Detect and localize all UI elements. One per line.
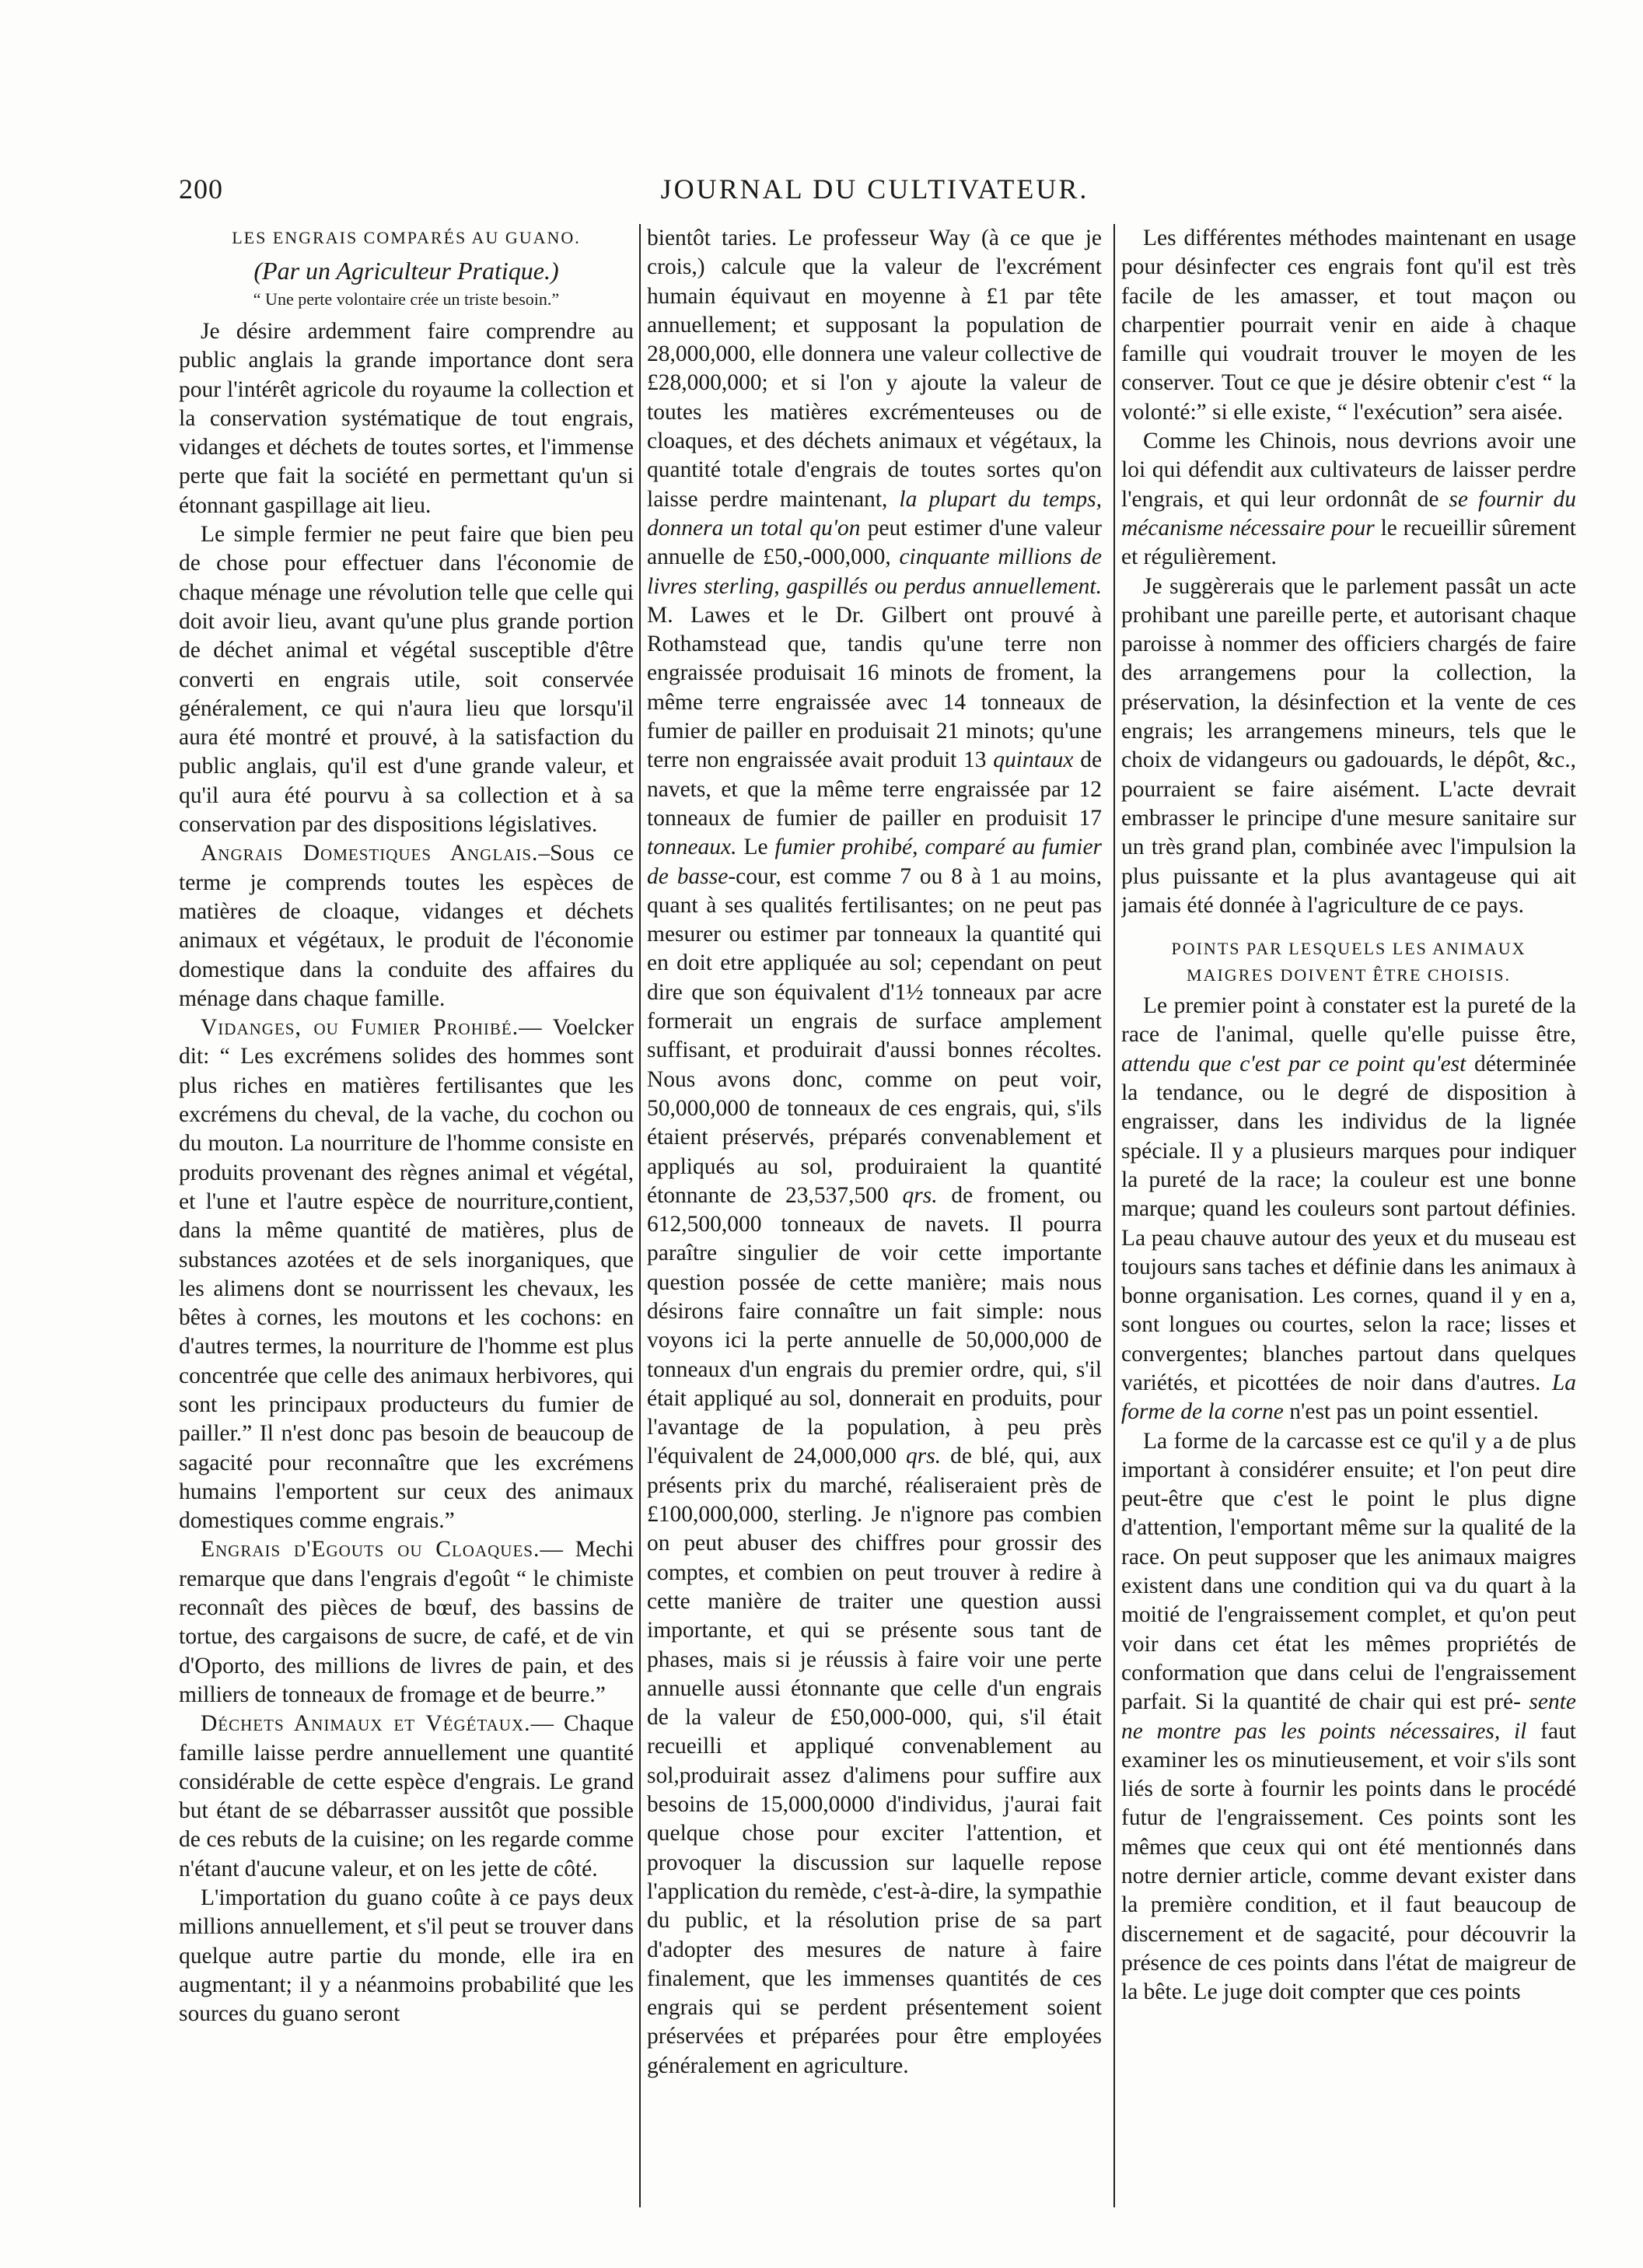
paragraph-text: peut estimer d'une valeur annuelle de £50,-000,000, [647,515,1102,570]
article-title-2 [1121,936,1576,989]
paragraph-text: Le premier point à constater est la pureté de la race de l'animal, quelle qu'elle puisse être, [1121,993,1576,1048]
paragraph-text: — Mechi remarque que dans l'engrais d'egoût “ le chimiste reconnaît des pièces de bœuf, des bassins de tortue, des cargaisons de sucre, de café, et de vin d'Oporto, des millions de livres de pain, et des milliers de tonneaux de fromage et de beurre.” [179,1537,634,1707]
running-title: JOURNAL DU CULTIVATEUR. [660,173,1089,205]
page-number: 200 [179,173,223,205]
section-heading: Angrais Domestiques Anglais. [201,841,539,866]
italic-text: quintaux [993,747,1074,773]
paragraph [179,1535,634,1710]
article-epigraph: “ Une perte volontaire crée un triste besoin.” [253,289,560,309]
paragraph-text: de froment, ou 612,500,000 tonneaux de navets. Il pourra paraître singulier de voir cette importante question possée de cette manière; mais nous désirons faire connaître un fait simple: nous voyons ici la perte annuelle de 50,000,000 de tonneaux d'un engrais du premier ordre, qui, s'il était appliqué au sol, donnerait en produits, pour l'avantage de la population, à peu près l'équivalent de 24,000,000 [647,1182,1102,1469]
paragraph-text: Comme les Chinois, nous devrions avoir une loi qui défendit aux cultivateurs de laisser perdre l'engrais, et qui leur ordonnât de [1121,429,1576,512]
italic-text: attendu que c'est par ce point qu'est [1121,1051,1466,1076]
article-title-line: POINTS PAR LESQUELS LES ANIMAUX [1171,939,1526,959]
paragraph-text: — Chaque famille laisse perdre annuellement une quantité considérable de cette espèce d'engrais. Le grand but étant de se débarrasser aussitôt que possible de ces rebuts de la cuisine; on les regarde comme n'étant d'aucune valeur, et on les jette de côté. [179,1711,634,1881]
italic-text: qrs. [902,1182,938,1208]
paragraph-text: cour, est comme 7 ou 8 à 1 au moins, quant à ses qualités fertilisantes; on ne peut pas mesurer ou estimer par tonneaux la quantité qui en doit etre appliquée au sol; cependant on peut dire que son équivalent d'1½ tonneaux par acre formerait un engrais de surface amplement suffisant, et produirait d'aussi bonnes récoltes. Nous avons donc, comme on peut voir, 50,000,000 de tonneaux de ces engrais, qui, s'ils étaient préservés, préparés convenablement et appliqués au sol, produiraient la quantité étonnante de 23,537,500 [647,863,1102,1208]
paragraph [1121,427,1576,572]
section-heading: Engrais d'Egouts ou Cloaques. [201,1537,540,1563]
italic-text: qrs. [905,1444,942,1469]
paragraph-text: La forme de la carcasse est ce qu'il y a de plus important à considérer ensuite; et l'on peut dire peut-être que c'est le point le plus digne d'attention, l'emportant même sur la qualité de la race. On peut supposer que les animaux maigres existent dans une condition qui va du quart à la moitié de l'engraissement complet, et qu'on peut voir dans cet état les mêmes propriétés de conformation que dans celui de l'engraissement parfait. Si la quantité de chair qui est pré- [1121,1428,1576,1715]
paragraph: Les différentes méthodes maintenant en usage pour désinfecter ces engrais font qu'il est très facile de les amasser, et tout maçon ou charpentier pourrait venir en aide à chaque famille qui voudrait trouver le moyen de les conserver. Tout ce que je désire obtenir c'est “ la volonté:” si elle existe, “ l'exécution” sera aisée. [1121,226,1576,425]
paragraph-text: — Voelcker dit: “ Les excrémens solides des hommes sont plus riches en matières fertilisantes que les excrémens du cheval, de la vache, du cochon ou du mouton. La nourriture de l'homme consiste en produits provenant des règnes animal et végétal, et l'une et l'autre espèce de nourriture,contient, dans la même quantité de matières, plus de substances azotées et de sels inorganiques, que les alimens dont se nourrissent les chevaux, les bêtes à cornes, les moutons et les cochons: en d'autres termes, la nourriture de l'homme est plus concentrée que celle des animaux herbivores, qui sont les principaux producteurs du fumier de pailler.” Il n'est donc pas besoin de beaucoup de sagacité pour reconnaître que les excrémens humains l'emportent sur ceux des animaux domestiques comme engrais.” [179,1015,634,1534]
paragraph-text: de navets, et que la même terre engraissée par 12 tonneaux de fumier de pailler en produisit 17 [647,747,1102,831]
paragraph [1121,992,1576,1426]
paragraph-text: Le [743,835,768,860]
italic-text: se fournir du mécanisme nécessaire pour [1121,486,1576,541]
column-3 [1121,224,1576,2215]
paragraph-text: le recueillir sûrement et régulièrement. [1121,515,1576,570]
article-title-line: MAIGRES DOIVENT ÊTRE CHOISIS. [1187,965,1511,985]
italic-text: tonneaux. [647,835,737,860]
article-title: LES ENGRAIS COMPARÉS AU GUANO. [232,228,581,247]
italic-text: la plupart du temps, donnera un total qu'on [647,486,1102,541]
paragraph-text: bientôt taries. Le professeur Way (à ce que je crois,) calcule que la valeur de l'excrément humain équivaut en moyenne à £1 par tête annuellement; et supposant la population de 28,000,000, elle donnera une valeur collective de £28,000,000; et si l'on y ajoute la valeur de toutes les matières excrémenteuses ou de cloaques, et des déchets animaux et végétaux, la quantité totale d'engrais de toutes sortes qu'on laisse perdre maintenant, [647,226,1102,512]
section-heading: Vidanges, ou Fumier Prohibé. [201,1015,519,1041]
paragraph: Le simple fermier ne peut faire que bien peu de chose pour effectuer dans l'économie de chaque ménage une révolution telle que celle qui doit avoir lieu, avant qu'une plus grande portion de déchet animal et végétal susceptible d'être converti en engrais utile, soit conservée généralement, ce qui n'aura lieu que lorsqu'il aura été montré et prouvé, à la satisfaction du public anglais, qu'il est d'une grande valeur, et qu'il aura été pourvu à sa collection et à sa conservation par des dispositions législatives. [179,522,634,838]
paragraph [1121,1427,1576,2007]
article-byline: (Par un Agriculteur Pratique.) [253,257,559,285]
paragraph [179,1013,634,1535]
paragraph-text: déterminée la tendance, ou le degré de disposition à engraisser, dans les individus de la lignée spéciale. Il y a plusieurs marques pour indiquer la pureté de la race; la couleur est une bonne marque; quand les couleurs sont partout définies. La peau chauve autour des yeux et du museau est toujours sans taches et définie dans les animaux à bonne organisation. Les cornes, quand il y en a, sont longues ou courtes, selon la race; lisses et convergentes; blanches partout dans quelques variétés, et picottées de noir dans d'autres. [1121,1051,1576,1395]
italic-text: cinquante millions de livres sterling, gaspillés ou perdus annuellement. [647,544,1102,599]
text-columns [179,224,1578,2215]
italic-text: fumier prohibé, comparé au fumier de basse- [647,835,1102,889]
column-1 [179,224,634,2215]
paragraph [179,839,634,1013]
page-header [179,173,1571,212]
paragraph [179,1710,634,1884]
section-heading: Déchets Animaux et Végétaux. [201,1711,531,1737]
paragraph-text: faut examiner les os minutieusement, et voir s'ils sont liés de sorte à fournir les points dans le procédé futur de l'engraissement. Ces points sont les mêmes que ceux qui ont été mentionnés dans notre dernier article, comme devant exister dans la première condition, et il faut beaucoup de discernement et de sagacité, pour découvrir la présence de ces points dans l'état de maigreur de la bête. Le juge doit compter que ces points [1121,1718,1576,2005]
paragraph-text: de blé, qui, aux présents prix du marché, réaliseraient près de £100,000,000, sterling. Je n'ignore pas combien on peut abuser des chiffres pour grossir des comptes, et combien on peut trouver à redire à cette manière de traiter une question aussi importante, et qui se présente sous tant de phases, mais si je réussis à faire voir une perte annuelle aussi étonnante que celle d'un engrais de la valeur de £50,000-000, qui, s'il était recueilli et appliqué convenablement au sol,produirait assez d'alimens pour suffire aux besoins de 15,000,0000 d'individus, j'aurai fait quelque chose pour exciter l'attention, et provoquer la discussion sur laquelle repose l'application du remède, c'est-à-dire, la sympathie du public, et la résolution prise de sa part d'adopter des mesures de nature à faire finalement, que les immenses quantités de ces engrais qui se perdent présentement soient préservées et préparées pour être employées généralement en agriculture. [647,1444,1102,2078]
column-2 [647,224,1102,2215]
paragraph: L'importation du guano coûte à ce pays deux millions annuellement, et s'il peut se trouver dans quelque autre partie du monde, elle ira en augmentant; il y a néanmoins probabilité que les sources du guano seront [179,1885,634,2027]
paragraph: Je suggèrerais que le parlement passât un acte prohibant une pareille perte, et autorisant chaque paroisse à nommer des officiers chargés de faire des arrangemens pour la collection, la préservation, la désinfection et la vente de ces engrais; les arrangemens mineurs, tels que le choix de vidangeurs ou gadouards, le dépôt, &c., pourraient se faire aisément. L'acte devrait embrasser le principe d'une mesure sanitaire sur un très grand plan, combinée avec l'impulsion la plus puissante et la plus avantageuse qui ait jamais été donnée à l'agriculture de ce pays. [1121,573,1576,918]
paragraph-text: –Sous ce terme je comprends toutes les espèces de matières de cloaque, vidanges et déchets animaux et végétaux, le produit de l'économie domestique dans la conduite des affaires du ménage dans chaque famille. [179,841,634,1011]
paragraph [647,224,1102,2081]
paragraph: Je désire ardemment faire comprendre au public anglais la grande importance dont sera pour l'intérêt agricole du royaume la collection et la conservation systématique de tout engrais, vidanges et déchets de toutes sortes, et l'immense perte que fait la société en permettant qu'un si étonnant gaspillage ait lieu. [179,319,634,518]
paragraph-text: n'est pas un point essentiel. [1289,1399,1540,1425]
italic-text: sente ne montre pas les points nécessaires, il [1121,1689,1576,1744]
italic-text: La forme de la corne [1121,1370,1576,1425]
paragraph-text: M. Lawes et le Dr. Gilbert ont prouvé à Rothamstead que, tandis qu'une terre non engraissée produisait 16 minots de froment, la même terre engraissée avec 14 tonneaux de fumier de pailler en produisait 21 minots; qu'une terre non engraissée avait produit 13 [647,602,1102,773]
